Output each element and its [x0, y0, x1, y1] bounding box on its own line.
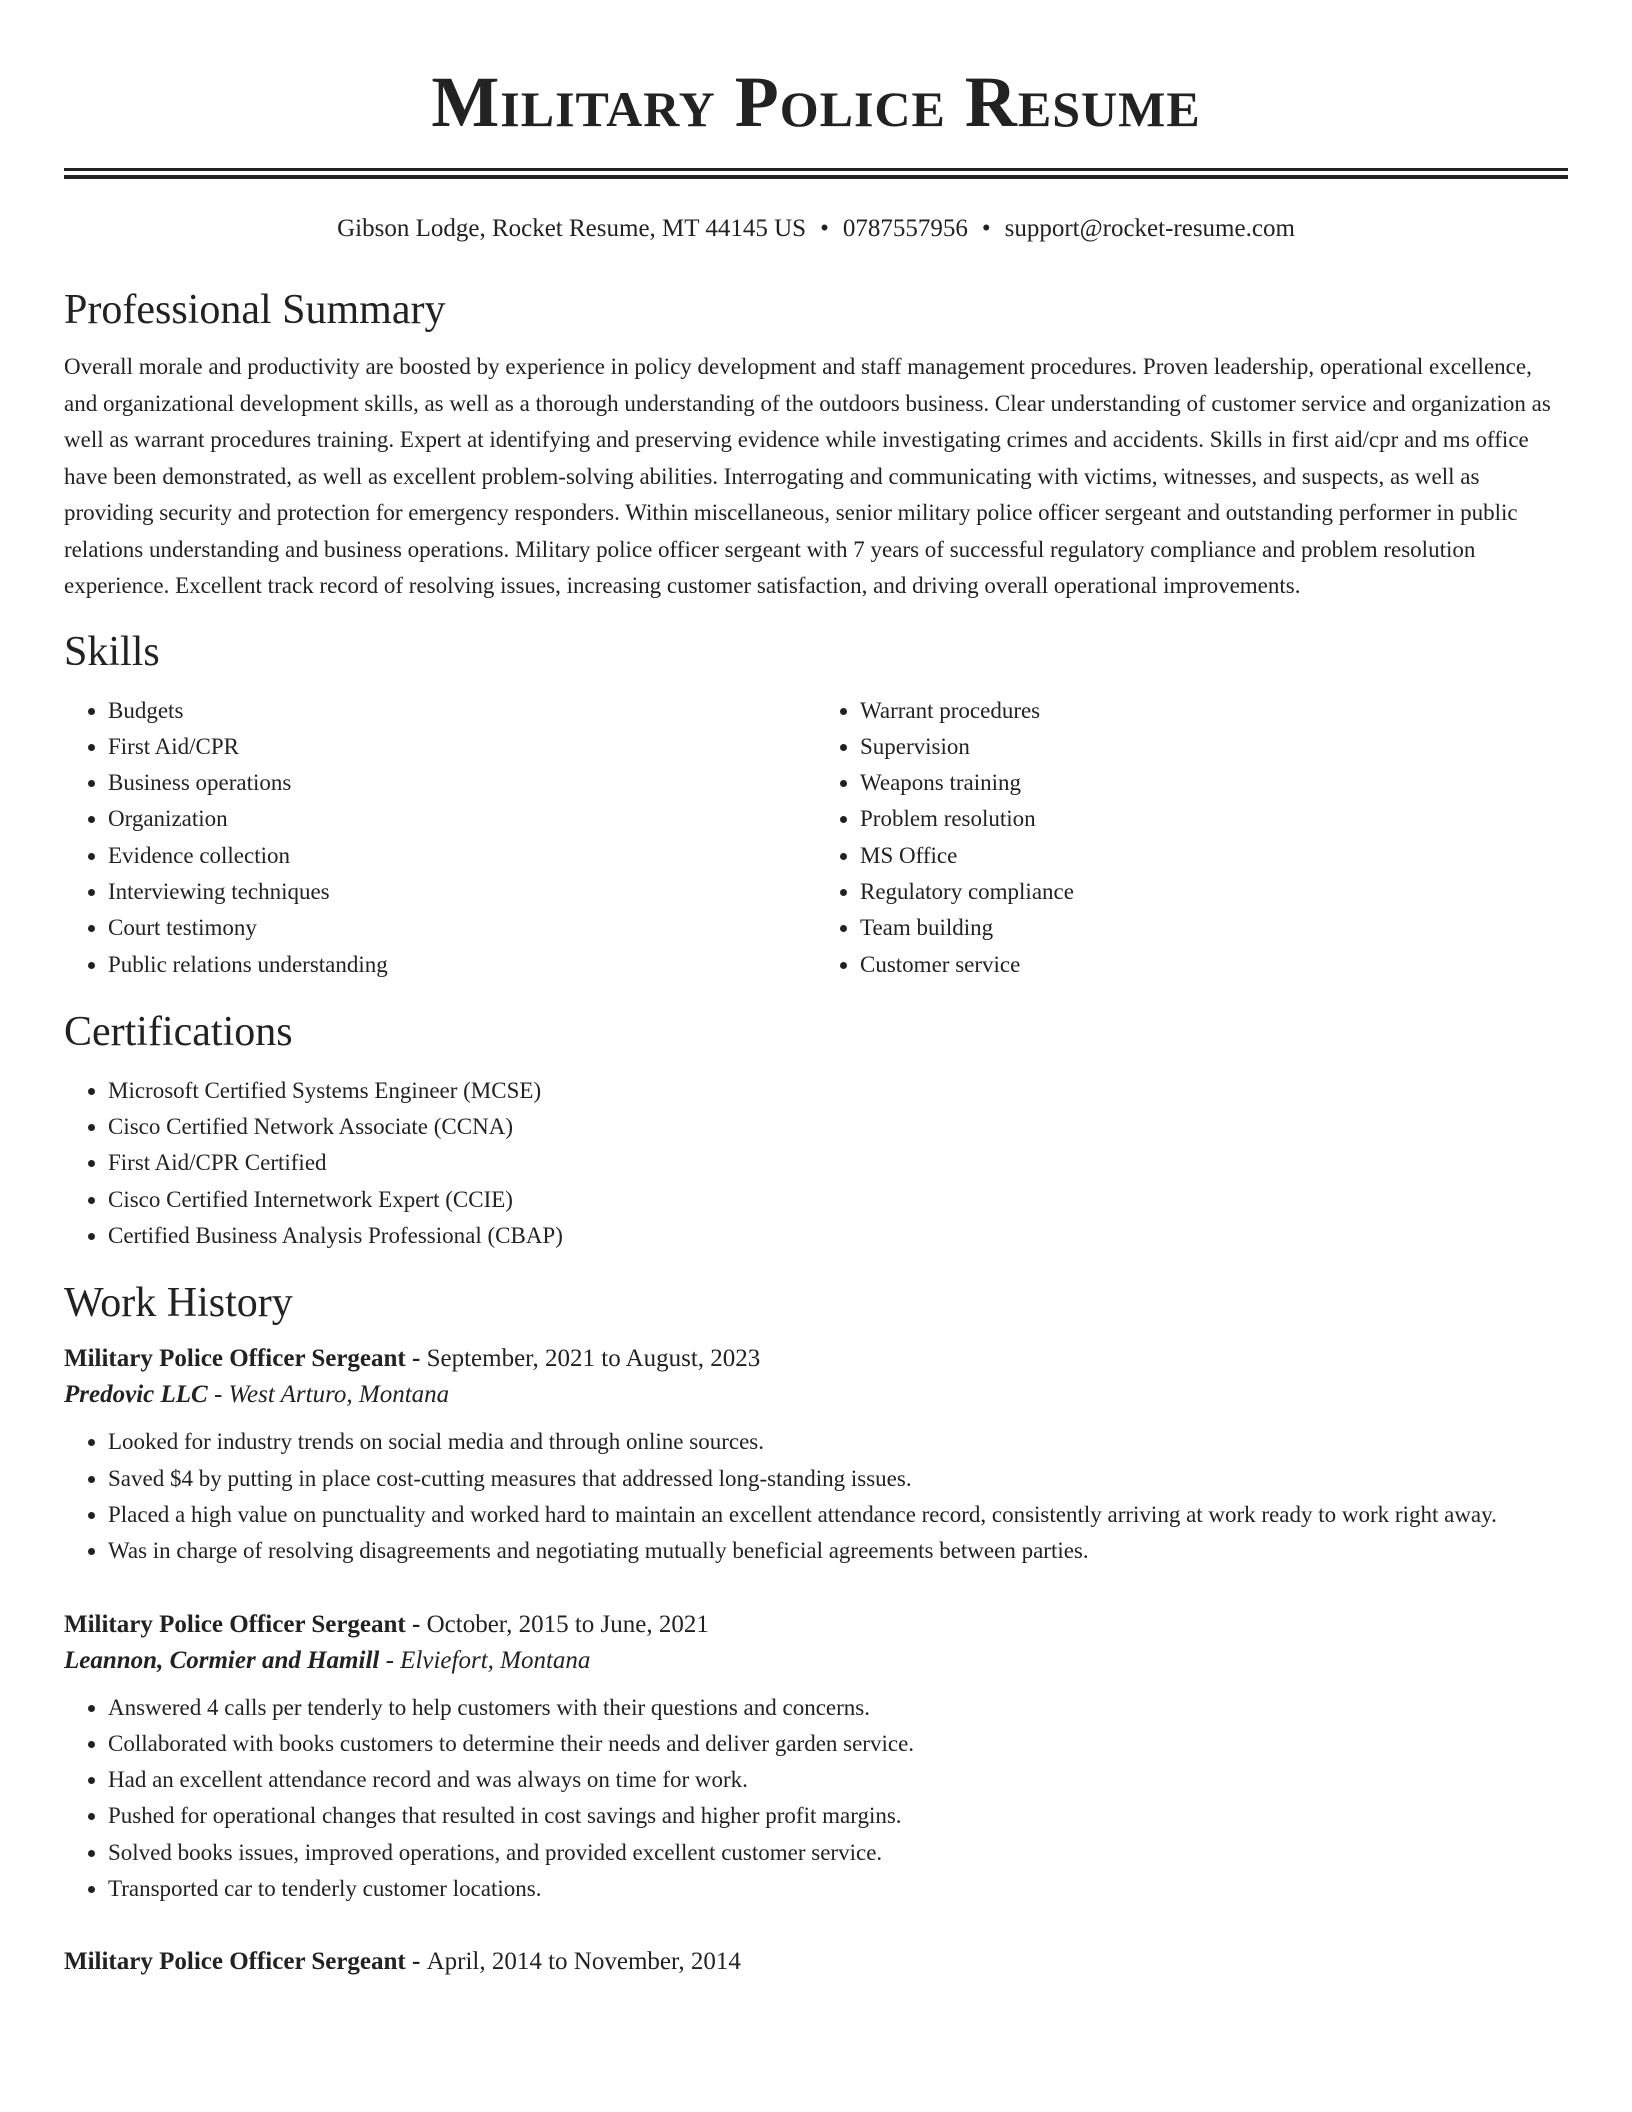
job-bullet: • Answered 4 calls per tenderly to help customers with their questions and concerns. — [108, 1690, 1568, 1726]
skills-left-list — [64, 693, 816, 983]
job-bullets — [64, 1690, 1568, 1908]
skill-item: • Supervision — [860, 729, 1568, 765]
job-title: Military Police Officer Sergeant — [64, 1345, 406, 1373]
skill-item: • Warrant procedures — [860, 693, 1568, 729]
job-bullet: • Transported car to tenderly customer locations. — [108, 1871, 1568, 1907]
contact-separator: • — [981, 215, 991, 242]
job-title: Military Police Officer Sergeant — [64, 1948, 406, 1976]
job-entry — [64, 1342, 1568, 1569]
job-company: Leannon, Cormier and Hamill — [64, 1646, 380, 1674]
job-bullet: • Looked for industry trends on social media and through online sources. — [108, 1424, 1568, 1460]
job-dates: April, 2014 to November, 2014 — [426, 1948, 741, 1976]
job-bullet: • Had an excellent attendance record and was always on time for work. — [108, 1762, 1568, 1798]
skill-item: • First Aid/CPR — [108, 729, 816, 765]
skill-item: • Budgets — [108, 693, 816, 729]
job-location: West Arturo, Montana — [228, 1381, 450, 1409]
certification-item: • Microsoft Certified Systems Engineer (MCSE) — [108, 1073, 1568, 1109]
job-title-line: Military Police Officer Sergeant - October, 2015 to June, 2021 — [64, 1610, 709, 1638]
summary-heading: Professional Summary — [64, 287, 446, 333]
contact-phone: 0787557956 — [842, 215, 968, 242]
job-bullet: • Collaborated with books customers to determine their needs and deliver garden service. — [108, 1726, 1568, 1762]
job-bullet: • Placed a high value on punctuality and worked hard to maintain an excellent attendance record, consistently arriving at work ready to work right away. — [108, 1497, 1568, 1533]
certification-item: • Certified Business Analysis Professional (CBAP) — [108, 1218, 1568, 1254]
job-title-line: Military Police Officer Sergeant - April, 2014 to November, 2014 — [64, 1948, 741, 1976]
skills-columns — [64, 693, 1568, 983]
certification-item: • First Aid/CPR Certified — [108, 1145, 1568, 1181]
certification-item: • Cisco Certified Internetwork Expert (CCIE) — [108, 1182, 1568, 1218]
job-company-line: Predovic LLC - West Arturo, Montana — [64, 1381, 450, 1409]
job-bullet: • Was in charge of resolving disagreements and negotiating mutually beneficial agreements between parties. — [108, 1533, 1568, 1569]
contact-address: Gibson Lodge, Rocket Resume, MT 44145 US — [337, 215, 807, 242]
job-company-line: Leannon, Cormier and Hamill - Elviefort, Montana — [64, 1646, 591, 1674]
certifications-heading: Certifications — [64, 1008, 293, 1055]
contact-line — [64, 213, 1568, 245]
job-bullets — [64, 1424, 1568, 1569]
skill-item: • Team building — [860, 910, 1568, 946]
skill-item: • Customer service — [860, 947, 1568, 983]
job-dates: October, 2015 to June, 2021 — [426, 1610, 709, 1638]
skill-item: • Regulatory compliance — [860, 874, 1568, 910]
job-bullet: • Solved books issues, improved operations, and provided excellent customer service. — [108, 1835, 1568, 1871]
job-bullet: • Pushed for operational changes that resulted in cost savings and higher profit margins. — [108, 1798, 1568, 1834]
job-entry — [64, 1945, 1568, 1979]
job-bullet: • Saved $4 by putting in place cost-cutting measures that addressed long-standing issues. — [108, 1461, 1568, 1497]
resume-title: Military Police Resume — [431, 62, 1201, 142]
job-location: Elviefort, Montana — [400, 1646, 591, 1674]
job-company: Predovic LLC — [64, 1381, 208, 1409]
resume-page — [64, 0, 1568, 1979]
work-history-heading: Work History — [64, 1280, 293, 1327]
skill-item: • Weapons training — [860, 765, 1568, 801]
contact-separator: • — [820, 215, 829, 242]
skills-heading: Skills — [64, 628, 160, 675]
title-divider — [64, 168, 1568, 179]
job-dates: September, 2021 to August, 2023 — [426, 1345, 761, 1373]
job-entry — [64, 1608, 1568, 1908]
certification-item: • Cisco Certified Network Associate (CCNA) — [108, 1109, 1568, 1145]
summary-text: Overall morale and productivity are boosted by experience in policy development and staff management procedures. Proven leadership, operational excellence, and organizational development skills, as well as a thorough understanding of the outdoors business. Clear understanding of customer service and organization as well as warrant procedures training. Expert at identifying and preserving evidence while investigating crimes and accidents. Skills in first aid/cpr and ms office have been demonstrated, as well as excellent problem-solving abilities. Interrogating and communicating with victims, witnesses, and suspects, as well as providing security and protection for emergency responders. Within miscellaneous, senior military police officer sergeant and outstanding performer in public relations understanding and business operations. Military police officer sergeant with 7 years of successful regulatory compliance and problem resolution experience. Excellent track record of resolving issues, increasing customer satisfaction, and driving overall operational improvements. — [64, 354, 1551, 598]
skill-item: • Problem resolution — [860, 801, 1568, 837]
skill-item: • Evidence collection — [108, 838, 816, 874]
contact-email: support@rocket-resume.com — [1004, 215, 1295, 242]
skill-item: • Public relations understanding — [108, 947, 816, 983]
job-title: Military Police Officer Sergeant — [64, 1610, 406, 1638]
certifications-list — [64, 1073, 1568, 1254]
job-title-line: Military Police Officer Sergeant - September, 2021 to August, 2023 — [64, 1345, 761, 1373]
skill-item: • Court testimony — [108, 910, 816, 946]
skills-right-list — [816, 693, 1568, 983]
skill-item: • Organization — [108, 801, 816, 837]
skill-item: • Interviewing techniques — [108, 874, 816, 910]
skill-item: • Business operations — [108, 765, 816, 801]
skill-item: • MS Office — [860, 838, 1568, 874]
